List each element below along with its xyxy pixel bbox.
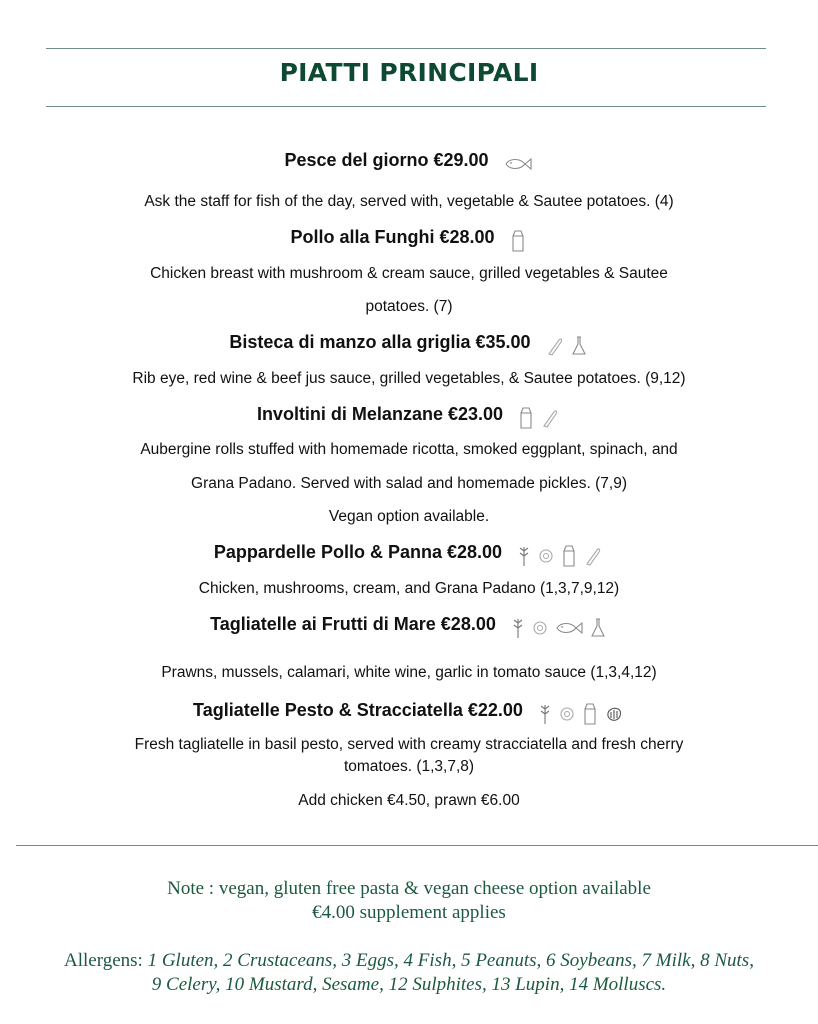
allergen-icons — [518, 407, 561, 429]
allergen-line-1 — [0, 949, 818, 973]
wheat-icon — [538, 703, 552, 725]
milk-carton-icon — [510, 230, 526, 252]
dish-description: Rib eye, red wine & beef jus sauce, grilled vegetables, & Sautee potatoes. (9,12) — [132, 370, 686, 387]
dish-description: Grana Padano. Served with salad and homemade pickles. (7,9) — [191, 475, 627, 492]
dish-description: Ask the staff for fish of the day, served with, vegetable & Sautee potatoes. (4) — [144, 193, 674, 210]
top-rule — [46, 48, 766, 49]
celery-icon — [546, 336, 564, 356]
allergen-label: Allergens: — [64, 950, 148, 971]
dish-description: Vegan option available. — [328, 508, 490, 525]
note-line-1: Note : vegan, gluten free pasta & vegan cheese option available — [167, 878, 651, 899]
dish-description: Chicken, mushrooms, cream, and Grana Padano (1,3,7,9,12) — [198, 580, 620, 597]
wheat-icon — [511, 617, 525, 639]
milk-carton-icon — [561, 545, 577, 567]
dish-name: Pappardelle Pollo & Panna €28.00 — [213, 542, 503, 562]
dish-title — [0, 700, 818, 725]
dish-name: Tagliatelle Pesto & Stracciatella €22.00 — [193, 700, 523, 720]
dish-title — [0, 404, 818, 429]
nuts-icon — [605, 706, 623, 722]
dish-title — [0, 332, 818, 356]
wheat-icon — [517, 545, 531, 567]
note — [0, 877, 818, 925]
dish-description: potatoes. (7) — [365, 298, 453, 315]
dish-name: Bisteca di manzo alla griglia €35.00 — [229, 332, 531, 352]
dish-name: Tagliatelle ai Frutti di Mare €28.00 — [210, 614, 496, 634]
allergen-icons — [510, 230, 528, 252]
dish-description: Fresh tagliatelle in basil pesto, served with creamy stracciatella and fresh cherry — [134, 736, 684, 753]
note-line-2: €4.00 supplement applies — [312, 902, 506, 923]
allergen-legend — [0, 949, 818, 997]
title-underline-rule — [46, 106, 766, 107]
sulphites-flask-icon — [571, 336, 587, 356]
dish-description: Prawns, mussels, calamari, white wine, garlic in tomato sauce (1,3,4,12) — [161, 664, 657, 681]
dish-description: tomatoes. (1,3,7,8) — [343, 758, 475, 775]
dish-title — [0, 150, 818, 174]
allergen-icons — [546, 335, 589, 356]
fish-icon — [504, 156, 532, 172]
dish-name: Involtini di Melanzane €23.00 — [256, 404, 504, 424]
allergen-icons — [504, 153, 534, 174]
dish-title — [0, 542, 818, 567]
sulphites-flask-icon — [590, 618, 606, 638]
footer-rule — [16, 845, 818, 846]
egg-icon — [532, 620, 548, 636]
dish-name: Pollo alla Funghi €28.00 — [290, 227, 495, 247]
milk-carton-icon — [582, 703, 598, 725]
dish-title — [0, 614, 818, 639]
dish-name: Pesce del giorno €29.00 — [284, 150, 489, 170]
dish-description: Aubergine rolls stuffed with homemade ricotta, smoked eggplant, spinach, and — [140, 441, 678, 458]
celery-icon — [584, 546, 602, 566]
allergen-list: 1 Gluten, 2 Crustaceans, 3 Eggs, 4 Fish, 5 Peanuts, 6 Soybeans, 7 Milk, 8 Nuts, — [147, 950, 754, 971]
dish-description: Chicken breast with mushroom & cream sauce, grilled vegetables & Sautee — [150, 265, 668, 282]
fish-icon — [555, 620, 583, 636]
egg-icon — [559, 706, 575, 722]
celery-icon — [541, 408, 559, 428]
milk-carton-icon — [518, 407, 534, 429]
allergen-icons — [517, 545, 604, 567]
allergen-icons — [538, 703, 625, 725]
allergen-line-2: 9 Celery, 10 Mustard, Sesame, 12 Sulphites, 13 Lupin, 14 Molluscs. — [151, 974, 667, 995]
egg-icon — [538, 548, 554, 564]
dish-description: Add chicken €4.50, prawn €6.00 — [298, 792, 520, 809]
allergen-icons — [511, 617, 608, 639]
section-title: PIATTI PRINCIPALI — [279, 58, 539, 87]
dish-title — [0, 227, 818, 252]
